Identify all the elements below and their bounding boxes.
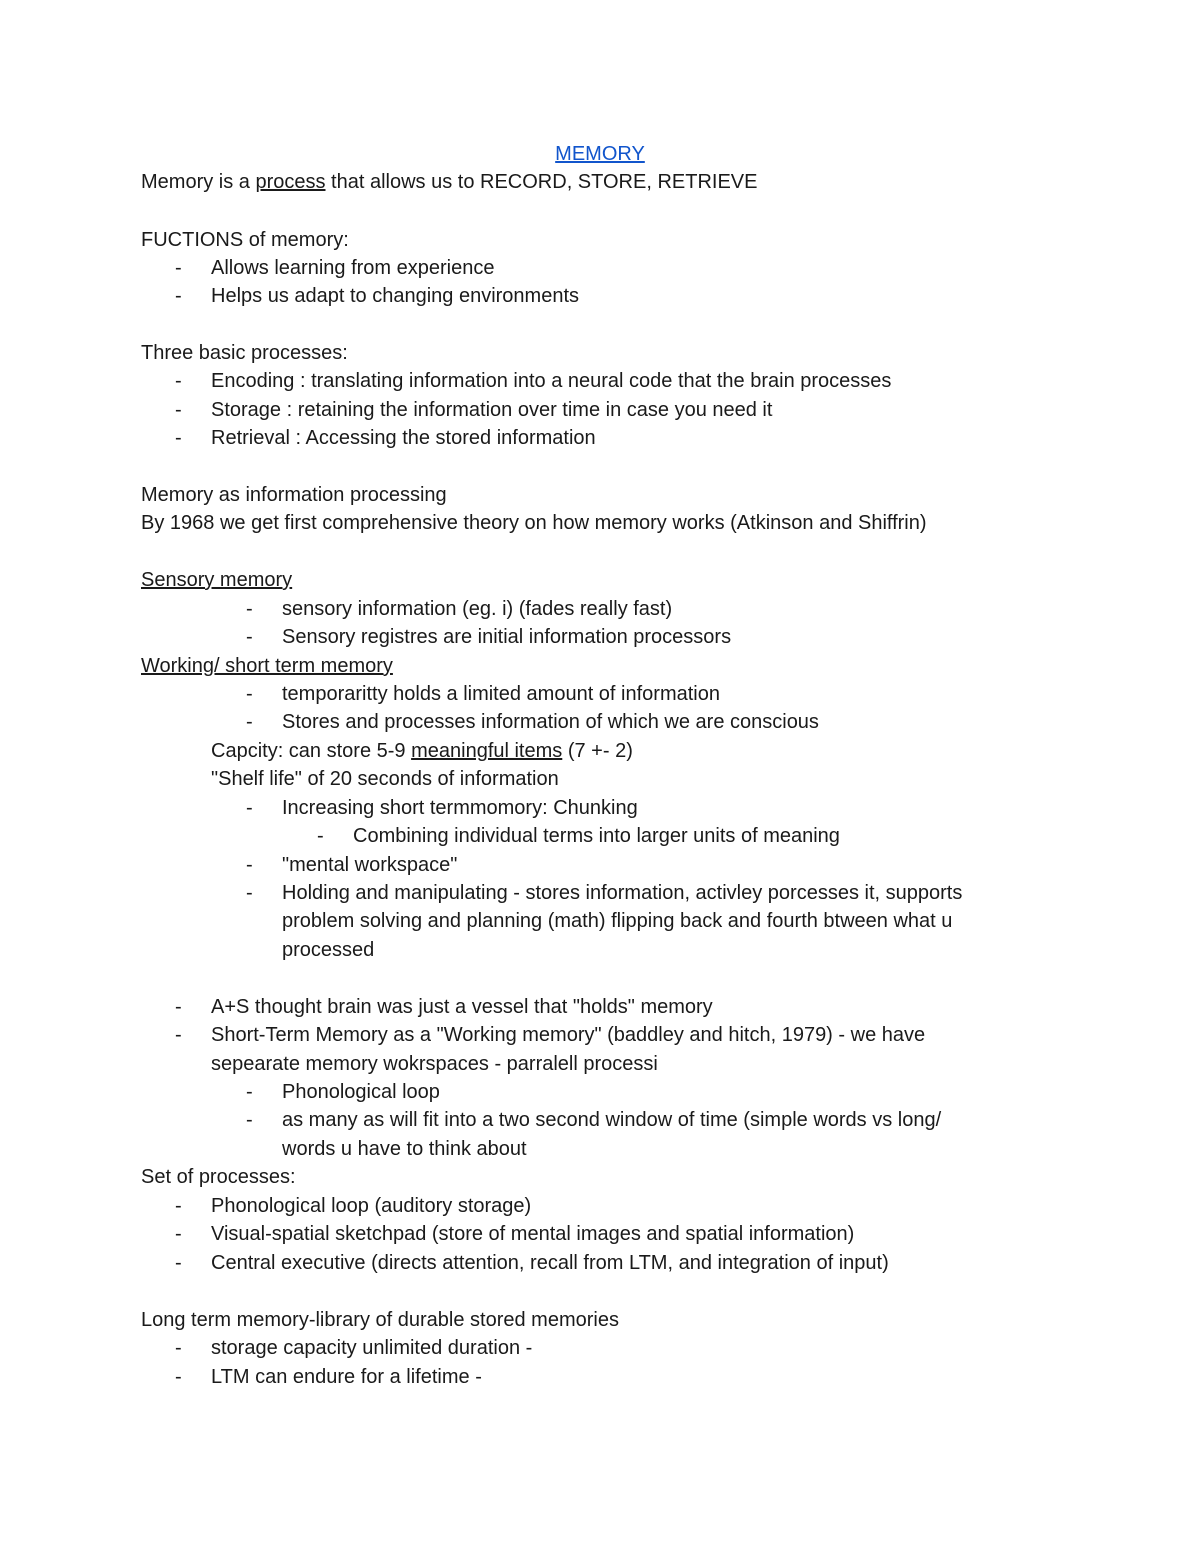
list-item-continued: words u have to think about xyxy=(282,1138,527,1160)
page-title: MEMORY xyxy=(555,143,645,165)
bullet-dash: - xyxy=(175,257,182,279)
list-item: "mental workspace" xyxy=(282,854,458,876)
list-item: Encoding : translating information into a neural code that the brain processes xyxy=(211,370,892,392)
shelf-life-line: "Shelf life" of 20 seconds of information xyxy=(211,768,559,790)
list-item-continued: processed xyxy=(282,939,375,961)
bullet-dash: - xyxy=(246,711,253,733)
list-item-continued: problem solving and planning (math) flipping back and fourth btween what u xyxy=(282,910,953,932)
list-item: as many as will fit into a two second window of time (simple words vs long/ xyxy=(282,1109,942,1131)
list-item: temporaritty holds a limited amount of information xyxy=(282,683,720,705)
bullet-dash: - xyxy=(175,996,182,1018)
processes-heading: Three basic processes: xyxy=(141,342,348,364)
bullet-dash: - xyxy=(175,1366,182,1388)
capacity-text: Capcity: can store 5-9 xyxy=(211,740,412,762)
list-item: Retrieval : Accessing the stored information xyxy=(211,427,596,449)
intro-underlined: process xyxy=(255,171,326,193)
list-item: Phonological loop xyxy=(282,1081,440,1103)
list-item: Increasing short termmomory: Chunking xyxy=(282,797,638,819)
bullet-dash: - xyxy=(246,683,253,705)
list-item: Allows learning from experience xyxy=(211,257,495,279)
bullet-dash: - xyxy=(175,1337,182,1359)
intro-text: Memory is a xyxy=(141,171,256,193)
list-item: Storage : retaining the information over time in case you need it xyxy=(211,399,773,421)
list-item: Helps us adapt to changing environments xyxy=(211,285,580,307)
bullet-dash: - xyxy=(246,598,253,620)
bullet-dash: - xyxy=(175,399,182,421)
bullet-dash: - xyxy=(246,1081,253,1103)
bullet-dash: - xyxy=(175,1252,182,1274)
list-item: Central executive (directs attention, recall from LTM, and integration of input) xyxy=(211,1252,889,1274)
capacity-underlined: meaningful items xyxy=(411,740,563,762)
functions-heading: FUCTIONS of memory: xyxy=(141,229,349,251)
list-item: Stores and processes information of which we are conscious xyxy=(282,711,819,733)
bullet-dash: - xyxy=(175,370,182,392)
intro-line xyxy=(141,168,757,196)
bullet-dash: - xyxy=(246,854,253,876)
list-item: Phonological loop (auditory storage) xyxy=(211,1195,532,1217)
bullet-dash: - xyxy=(317,825,324,847)
list-item: Short-Term Memory as a "Working memory" (baddley and hitch, 1979) - we have xyxy=(211,1024,926,1046)
working-heading: Working/ short term memory xyxy=(141,655,393,677)
ltm-heading: Long term memory-library of durable stored memories xyxy=(141,1309,619,1331)
bullet-dash: - xyxy=(175,1195,182,1217)
bullet-dash: - xyxy=(175,285,182,307)
capacity-text-end: (7 +- 2) xyxy=(562,740,633,762)
bullet-dash: - xyxy=(246,882,253,904)
list-item: storage capacity unlimited duration - xyxy=(211,1337,533,1359)
list-item-continued: sepearate memory wokrspaces - parralell processi xyxy=(211,1053,658,1075)
list-item: A+S thought brain was just a vessel that "holds" memory xyxy=(211,996,713,1018)
bullet-dash: - xyxy=(175,1024,182,1046)
bullet-dash: - xyxy=(246,626,253,648)
list-item: Visual-spatial sketchpad (store of mental images and spatial information) xyxy=(211,1223,855,1245)
bullet-dash: - xyxy=(246,797,253,819)
info-processing-text: By 1968 we get first comprehensive theory on how memory works (Atkinson and Shiffrin) xyxy=(141,512,927,534)
intro-text-end: that allows us to RECORD, STORE, RETRIEVE xyxy=(325,171,758,193)
list-item: sensory information (eg. i) (fades really fast) xyxy=(282,598,673,620)
bullet-dash: - xyxy=(175,1223,182,1245)
list-item: Holding and manipulating - stores information, activley porcesses it, supports xyxy=(282,882,963,904)
list-item: Sensory registres are initial information processors xyxy=(282,626,732,648)
info-processing-heading: Memory as information processing xyxy=(141,484,447,506)
bullet-dash: - xyxy=(246,1109,253,1131)
list-item: Combining individual terms into larger units of meaning xyxy=(353,825,840,847)
list-item: LTM can endure for a lifetime - xyxy=(211,1366,482,1388)
set-heading: Set of processes: xyxy=(141,1166,296,1188)
bullet-dash: - xyxy=(175,427,182,449)
capacity-line xyxy=(211,737,633,765)
sensory-heading: Sensory memory xyxy=(141,569,293,591)
